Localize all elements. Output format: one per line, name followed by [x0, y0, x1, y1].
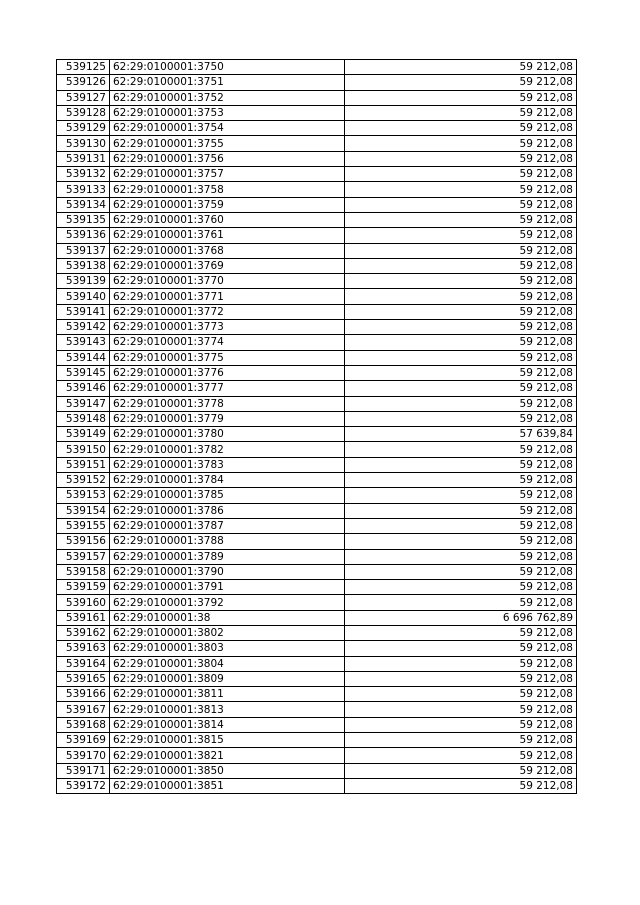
cadastral-value-cell: 59 212,08 [345, 595, 577, 610]
table-row [57, 289, 577, 304]
table-row [57, 580, 577, 595]
row-number-cell: 539131 [57, 151, 110, 166]
row-number-cell: 539147 [57, 396, 110, 411]
row-number-cell: 539163 [57, 641, 110, 656]
cadastral-number-cell: 62:29:0100001:3758 [110, 182, 345, 197]
cadastral-value-cell: 59 212,08 [345, 335, 577, 350]
table-row [57, 320, 577, 335]
cadastral-value-cell: 59 212,08 [345, 243, 577, 258]
cadastral-value-cell: 59 212,08 [345, 473, 577, 488]
row-number-cell: 539129 [57, 121, 110, 136]
row-number-cell: 539151 [57, 457, 110, 472]
row-number-cell: 539172 [57, 778, 110, 793]
cadastral-number-cell: 62:29:0100001:3782 [110, 442, 345, 457]
table-row [57, 75, 577, 90]
cadastral-number-cell: 62:29:0100001:3813 [110, 702, 345, 717]
table-row [57, 396, 577, 411]
cadastral-number-cell: 62:29:0100001:3809 [110, 671, 345, 686]
cadastral-number-cell: 62:29:0100001:3811 [110, 687, 345, 702]
row-number-cell: 539130 [57, 136, 110, 151]
row-number-cell: 539133 [57, 182, 110, 197]
cadastral-number-cell: 62:29:0100001:3753 [110, 105, 345, 120]
table-row [57, 304, 577, 319]
cadastral-number-cell: 62:29:0100001:3784 [110, 473, 345, 488]
cadastral-number-cell: 62:29:0100001:3754 [110, 121, 345, 136]
cadastral-number-cell: 62:29:0100001:3774 [110, 335, 345, 350]
cadastral-value-cell: 59 212,08 [345, 748, 577, 763]
cadastral-number-cell: 62:29:0100001:3804 [110, 656, 345, 671]
table-row [57, 687, 577, 702]
cadastral-value-cell: 59 212,08 [345, 518, 577, 533]
row-number-cell: 539149 [57, 427, 110, 442]
cadastral-value-cell: 59 212,08 [345, 350, 577, 365]
cadastral-value-cell: 59 212,08 [345, 656, 577, 671]
row-number-cell: 539156 [57, 534, 110, 549]
table-row [57, 717, 577, 732]
table-row [57, 564, 577, 579]
cadastral-number-cell: 62:29:0100001:3761 [110, 228, 345, 243]
cadastral-number-cell: 62:29:0100001:3791 [110, 580, 345, 595]
cadastral-value-cell: 59 212,08 [345, 304, 577, 319]
cadastral-value-cell: 59 212,08 [345, 442, 577, 457]
table-row [57, 503, 577, 518]
table-row [57, 381, 577, 396]
table-row [57, 702, 577, 717]
cadastral-number-cell: 62:29:0100001:3751 [110, 75, 345, 90]
table-row [57, 518, 577, 533]
row-number-cell: 539159 [57, 580, 110, 595]
cadastral-value-cell: 59 212,08 [345, 289, 577, 304]
row-number-cell: 539132 [57, 167, 110, 182]
cadastral-value-cell: 59 212,08 [345, 320, 577, 335]
cadastral-number-cell: 62:29:0100001:3778 [110, 396, 345, 411]
row-number-cell: 539161 [57, 610, 110, 625]
table-row [57, 212, 577, 227]
cadastral-value-cell: 59 212,08 [345, 625, 577, 640]
row-number-cell: 539125 [57, 60, 110, 75]
cadastral-number-cell: 62:29:0100001:3780 [110, 427, 345, 442]
table-row [57, 763, 577, 778]
cadastral-value-table [56, 59, 577, 794]
cadastral-value-cell: 59 212,08 [345, 457, 577, 472]
cadastral-value-cell: 59 212,08 [345, 197, 577, 212]
cadastral-number-cell: 62:29:0100001:3814 [110, 717, 345, 732]
cadastral-value-cell: 59 212,08 [345, 151, 577, 166]
table-row [57, 167, 577, 182]
table-row [57, 274, 577, 289]
cadastral-number-cell: 62:29:0100001:3756 [110, 151, 345, 166]
table-row [57, 335, 577, 350]
row-number-cell: 539141 [57, 304, 110, 319]
cadastral-number-cell: 62:29:0100001:3770 [110, 274, 345, 289]
cadastral-number-cell: 62:29:0100001:3775 [110, 350, 345, 365]
row-number-cell: 539126 [57, 75, 110, 90]
row-number-cell: 539165 [57, 671, 110, 686]
cadastral-value-cell: 59 212,08 [345, 136, 577, 151]
cadastral-number-cell: 62:29:0100001:3769 [110, 258, 345, 273]
row-number-cell: 539169 [57, 733, 110, 748]
row-number-cell: 539153 [57, 488, 110, 503]
cadastral-number-cell: 62:29:0100001:3786 [110, 503, 345, 518]
cadastral-value-cell: 59 212,08 [345, 274, 577, 289]
table-row [57, 748, 577, 763]
row-number-cell: 539150 [57, 442, 110, 457]
table-row [57, 365, 577, 380]
row-number-cell: 539158 [57, 564, 110, 579]
table-row [57, 733, 577, 748]
row-number-cell: 539139 [57, 274, 110, 289]
cadastral-value-cell: 59 212,08 [345, 580, 577, 595]
table-row [57, 625, 577, 640]
table-row [57, 350, 577, 365]
cadastral-value-cell: 59 212,08 [345, 396, 577, 411]
row-number-cell: 539137 [57, 243, 110, 258]
cadastral-value-cell: 59 212,08 [345, 167, 577, 182]
table-row [57, 671, 577, 686]
table-body [57, 60, 577, 794]
table-row [57, 197, 577, 212]
table-row [57, 473, 577, 488]
cadastral-number-cell: 62:29:0100001:3785 [110, 488, 345, 503]
cadastral-value-cell: 59 212,08 [345, 778, 577, 793]
cadastral-value-cell: 59 212,08 [345, 365, 577, 380]
cadastral-value-cell: 59 212,08 [345, 60, 577, 75]
cadastral-value-cell: 59 212,08 [345, 733, 577, 748]
cadastral-number-cell: 62:29:0100001:3851 [110, 778, 345, 793]
cadastral-number-cell: 62:29:0100001:3779 [110, 411, 345, 426]
cadastral-number-cell: 62:29:0100001:3815 [110, 733, 345, 748]
table-row [57, 427, 577, 442]
cadastral-number-cell: 62:29:0100001:3773 [110, 320, 345, 335]
table-row [57, 105, 577, 120]
cadastral-value-cell: 59 212,08 [345, 488, 577, 503]
cadastral-value-cell: 6 696 762,89 [345, 610, 577, 625]
cadastral-value-cell: 59 212,08 [345, 687, 577, 702]
row-number-cell: 539134 [57, 197, 110, 212]
cadastral-number-cell: 62:29:0100001:3783 [110, 457, 345, 472]
cadastral-number-cell: 62:29:0100001:3788 [110, 534, 345, 549]
cadastral-value-cell: 59 212,08 [345, 258, 577, 273]
row-number-cell: 539168 [57, 717, 110, 732]
row-number-cell: 539171 [57, 763, 110, 778]
cadastral-value-cell: 59 212,08 [345, 121, 577, 136]
row-number-cell: 539143 [57, 335, 110, 350]
cadastral-value-cell: 59 212,08 [345, 641, 577, 656]
row-number-cell: 539162 [57, 625, 110, 640]
cadastral-value-cell: 59 212,08 [345, 503, 577, 518]
cadastral-number-cell: 62:29:0100001:3772 [110, 304, 345, 319]
cadastral-value-cell: 59 212,08 [345, 75, 577, 90]
cadastral-number-cell: 62:29:0100001:3787 [110, 518, 345, 533]
cadastral-number-cell: 62:29:0100001:3757 [110, 167, 345, 182]
cadastral-number-cell: 62:29:0100001:3792 [110, 595, 345, 610]
cadastral-value-cell: 59 212,08 [345, 549, 577, 564]
row-number-cell: 539164 [57, 656, 110, 671]
row-number-cell: 539136 [57, 228, 110, 243]
row-number-cell: 539128 [57, 105, 110, 120]
row-number-cell: 539140 [57, 289, 110, 304]
row-number-cell: 539148 [57, 411, 110, 426]
cadastral-number-cell: 62:29:0100001:3755 [110, 136, 345, 151]
cadastral-number-cell: 62:29:0100001:3750 [110, 60, 345, 75]
row-number-cell: 539135 [57, 212, 110, 227]
row-number-cell: 539145 [57, 365, 110, 380]
table-row [57, 442, 577, 457]
cadastral-number-cell: 62:29:0100001:3777 [110, 381, 345, 396]
cadastral-value-cell: 59 212,08 [345, 381, 577, 396]
table-row [57, 136, 577, 151]
row-number-cell: 539170 [57, 748, 110, 763]
cadastral-number-cell: 62:29:0100001:3850 [110, 763, 345, 778]
row-number-cell: 539152 [57, 473, 110, 488]
row-number-cell: 539142 [57, 320, 110, 335]
cadastral-value-cell: 59 212,08 [345, 212, 577, 227]
table-row [57, 457, 577, 472]
row-number-cell: 539166 [57, 687, 110, 702]
cadastral-number-cell: 62:29:0100001:3759 [110, 197, 345, 212]
cadastral-value-cell: 57 639,84 [345, 427, 577, 442]
cadastral-value-cell: 59 212,08 [345, 717, 577, 732]
cadastral-number-cell: 62:29:0100001:3803 [110, 641, 345, 656]
table-row [57, 778, 577, 793]
row-number-cell: 539154 [57, 503, 110, 518]
cadastral-number-cell: 62:29:0100001:3790 [110, 564, 345, 579]
cadastral-value-cell: 59 212,08 [345, 564, 577, 579]
table-row [57, 151, 577, 166]
row-number-cell: 539146 [57, 381, 110, 396]
cadastral-value-cell: 59 212,08 [345, 411, 577, 426]
cadastral-number-cell: 62:29:0100001:3776 [110, 365, 345, 380]
cadastral-number-cell: 62:29:0100001:3821 [110, 748, 345, 763]
table-row [57, 90, 577, 105]
table-row [57, 534, 577, 549]
cadastral-number-cell: 62:29:0100001:3760 [110, 212, 345, 227]
table-row [57, 228, 577, 243]
table-row [57, 641, 577, 656]
cadastral-value-cell: 59 212,08 [345, 671, 577, 686]
table-row [57, 258, 577, 273]
cadastral-value-cell: 59 212,08 [345, 763, 577, 778]
table-row [57, 488, 577, 503]
table-row [57, 656, 577, 671]
table-row [57, 411, 577, 426]
cadastral-number-cell: 62:29:0100001:3771 [110, 289, 345, 304]
cadastral-value-cell: 59 212,08 [345, 182, 577, 197]
row-number-cell: 539138 [57, 258, 110, 273]
cadastral-value-cell: 59 212,08 [345, 90, 577, 105]
row-number-cell: 539157 [57, 549, 110, 564]
cadastral-value-cell: 59 212,08 [345, 702, 577, 717]
table-row [57, 121, 577, 136]
cadastral-number-cell: 62:29:0100001:3768 [110, 243, 345, 258]
table-row [57, 610, 577, 625]
cadastral-value-cell: 59 212,08 [345, 105, 577, 120]
cadastral-number-cell: 62:29:0100001:3789 [110, 549, 345, 564]
row-number-cell: 539144 [57, 350, 110, 365]
table-row [57, 243, 577, 258]
cadastral-number-cell: 62:29:0100001:3752 [110, 90, 345, 105]
table-row [57, 595, 577, 610]
cadastral-number-cell: 62:29:0100001:3802 [110, 625, 345, 640]
table-row [57, 549, 577, 564]
table-row [57, 182, 577, 197]
row-number-cell: 539155 [57, 518, 110, 533]
cadastral-number-cell: 62:29:0100001:38 [110, 610, 345, 625]
row-number-cell: 539127 [57, 90, 110, 105]
cadastral-value-cell: 59 212,08 [345, 534, 577, 549]
table-row [57, 60, 577, 75]
cadastral-value-cell: 59 212,08 [345, 228, 577, 243]
row-number-cell: 539160 [57, 595, 110, 610]
row-number-cell: 539167 [57, 702, 110, 717]
